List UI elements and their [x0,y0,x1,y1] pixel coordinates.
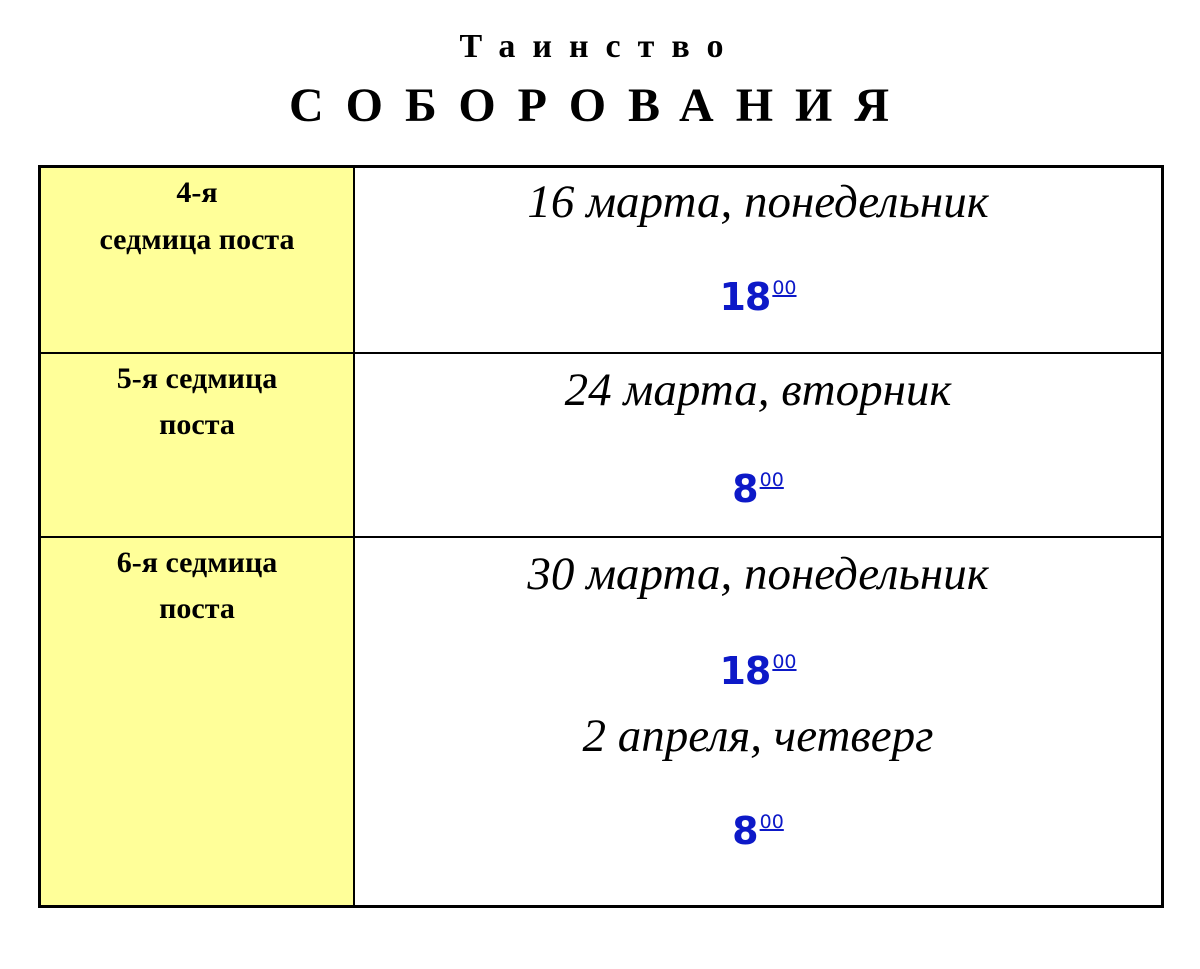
service-time-minutes: 00 [759,468,784,491]
week-label-line-2: седмица поста [99,222,295,256]
title-line-1: Таинство [459,28,741,65]
table-row [40,167,1163,353]
service-time [355,809,1161,854]
service-time [355,466,1161,511]
week-label-line-2: поста [159,408,235,441]
week-cell [40,167,355,353]
service-date: 24 марта, вторник [564,363,952,416]
week-label-line-1: 4-я [176,176,218,209]
date-cell [354,537,1163,907]
service-time-minutes: 00 [759,811,784,834]
service-date: 2 апреля, четверг [582,709,934,762]
service-time [355,275,1161,320]
week-cell [40,537,355,907]
service-time [355,648,1161,693]
week-cell [40,353,355,537]
schedule-table [38,165,1164,908]
service-time-hour: 18 [719,648,771,693]
date-cell [354,353,1163,537]
date-cell [354,167,1163,353]
service-time-hour: 18 [719,275,771,320]
table-row [40,353,1163,537]
week-label-line-2: поста [159,592,235,625]
week-label-line-1: 5-я седмица [116,361,278,395]
service-time-minutes: 00 [772,277,797,300]
service-time-hour: 8 [732,809,758,854]
title-line-2: СОБОРОВАНИЯ [288,79,912,132]
service-time-minutes: 00 [772,650,797,673]
service-date: 16 марта, понедельник [527,176,989,228]
service-time-hour: 8 [732,466,758,511]
week-label-line-1: 6-я седмица [116,545,278,579]
table-row [40,537,1163,907]
service-date: 30 марта, понедельник [527,547,989,600]
